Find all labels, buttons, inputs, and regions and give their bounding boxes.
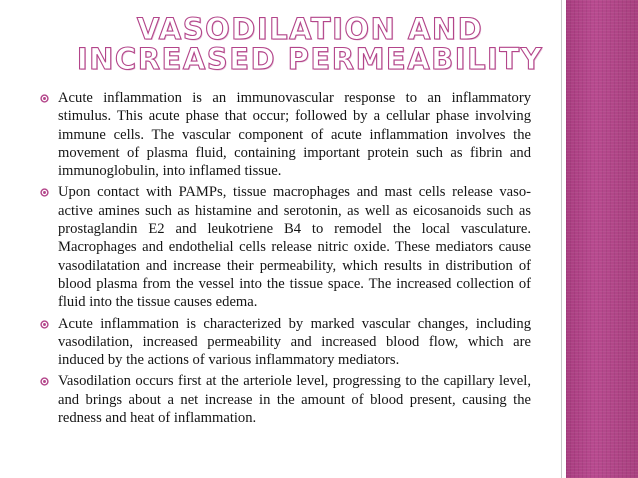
circle-bullet-icon [40,320,49,329]
side-divider-line [561,0,562,478]
bullet-list [40,89,531,430]
bullet-item [40,315,531,370]
circle-bullet-icon [40,377,49,386]
circle-bullet-icon [40,94,49,103]
bullet-text: Upon contact with PAMPs, tissue macrophages and mast cells release vaso-active amines such as histamine and serotonin, as well as eicosanoids such as prostaglandin E2 and leukotriene B4 to remodel the local vasculature. Macrophages and endothelial cells release nitric oxide. These mediators cause vasodilatation and increase their permeability, which results in distribution of blood plasma from the vessel into the tissue space. The increased collection of fluid into the tissue causes edema. [58,184,531,311]
bullet-text: Vasodilation occurs first at the arteriole level, progressing to the capillary level, and brings about a net increase in the amount of blood present, causing the redness and heat of inflammation. [58,373,531,427]
bullet-text: Acute inflammation is an immunovascular response to an inflammatory stimulus. This acute phase that occur; followed by a cellular phase involving immune cells. The vascular component of acute inflammation involves the movement of plasma fluid, containing important protein such as fibrin and immunoglobulin, into inflamed tissue. [58,90,531,180]
bullet-item [40,89,531,180]
bullet-item [40,372,531,427]
slide-title: VASODILATION AND INCREASED PERMEABILITY [76,12,544,76]
decorative-side-band [566,0,638,478]
circle-bullet-icon [40,188,49,197]
bullet-text: Acute inflammation is characterized by marked vascular changes, including vasodilation, increased permeability and increased blood flow, which are induced by the actions of various inflammatory mediators. [58,315,531,369]
bullet-item [40,183,531,311]
